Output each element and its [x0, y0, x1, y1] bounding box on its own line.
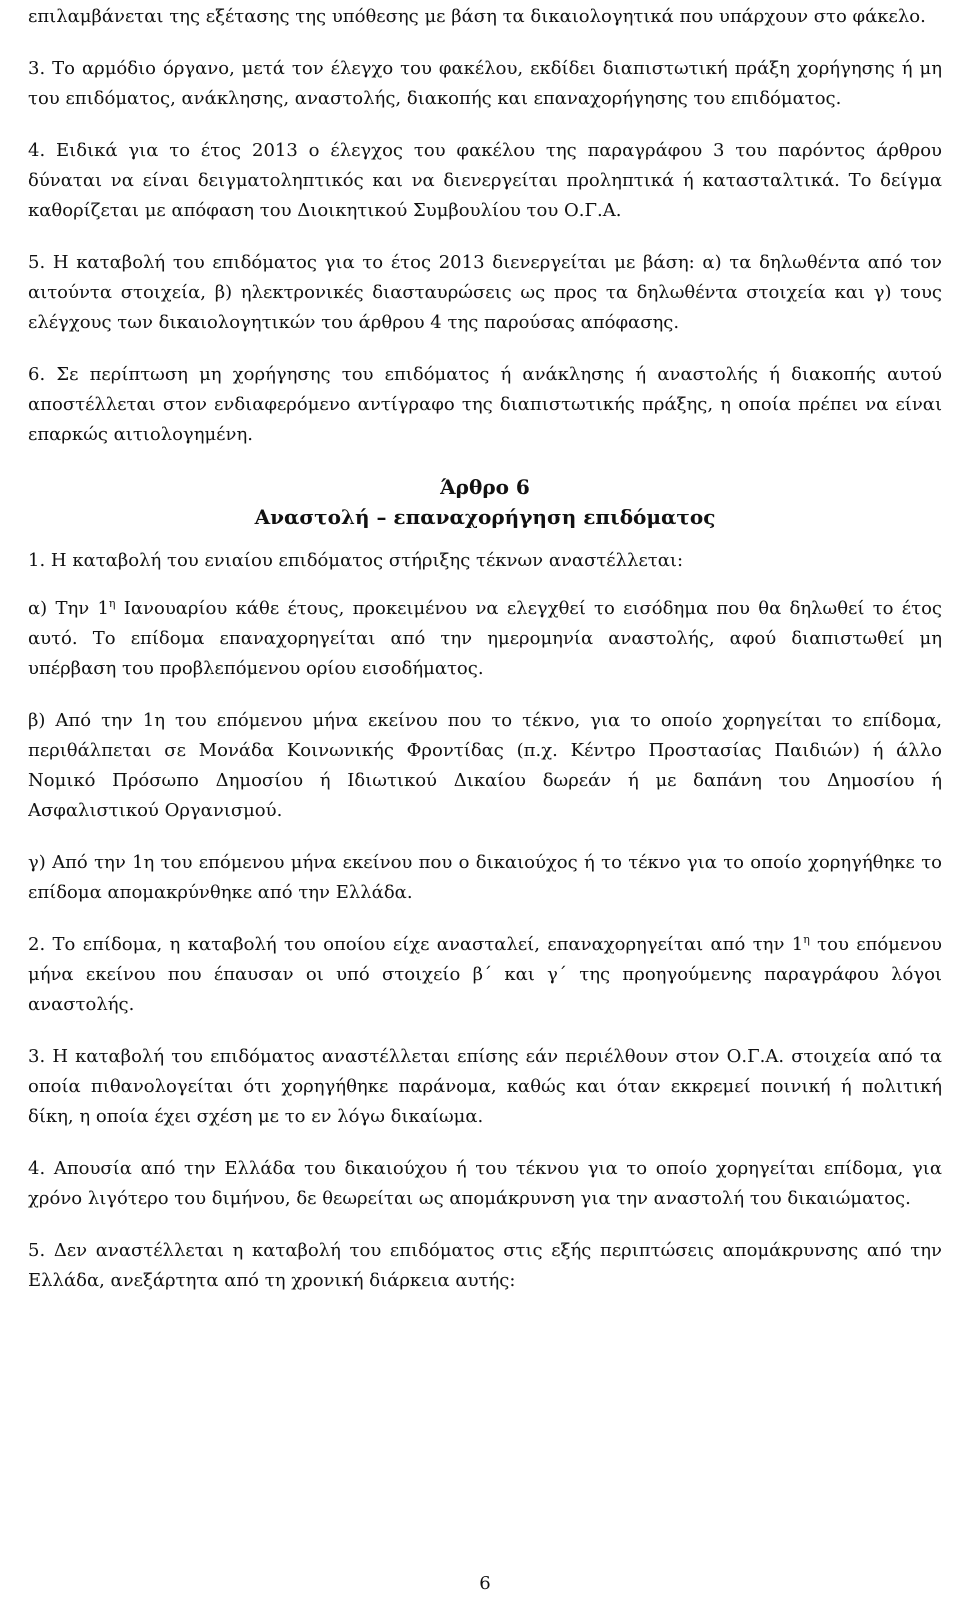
paragraph-3: 3. Το αρμόδιο όργανο, μετά τον έλεγχο του φακέλου, εκδίδει διαπιστωτική πράξη χορήγησης ή μη του επιδόματος, ανάκλησης, αναστολής, διακοπής και επαναχορήγησης του επιδόματος. — [28, 58, 942, 109]
article-paragraph-2-rest: του επόμενου μήνα εκείνου που έπαυσαν οι υπό στοιχείο β΄ και γ΄ της προηγούμενης παραγράφου λόγοι αναστολής. — [28, 934, 942, 1015]
article-paragraph-4: 4. Απουσία από την Ελλάδα του δικαιούχου ή του τέκνου για το οποίο χορηγείται επίδομα, για χρόνο λιγότερο του διμήνου, δε θεωρείται ως απομάκρυνση για την αναστολή του δικαιώματος. — [28, 1158, 942, 1209]
article-paragraph-2-superscript: η — [803, 933, 810, 946]
article-item-beta: β) Από την 1η του επόμενου μήνα εκείνου που το τέκνο, για το οποίο χορηγείται το επίδομα, περιθάλπεται σε Μονάδα Κοινωνικής Φροντίδας (π.χ. Κέντρο Προστασίας Παιδιών) ή άλλο Νομικό Πρόσωπο Δημοσίου ή Ιδιωτικού Δικαίου δωρεάν ή με δαπάνη του Δημοσίου ή Ασφαλιστικού Οργανισμού. — [28, 710, 942, 821]
paragraph-4: 4. Ειδικά για το έτος 2013 ο έλεγχος του φακέλου της παραγράφου 3 του παρόντος άρθρου δύναται να είναι δειγματοληπτικός και να διενεργείται προληπτικά ή κατασταλτικά. Το δείγμα καθορίζεται με απόφαση του Διοικητικού Συμβουλίου του Ο.Γ.Α. — [28, 140, 942, 221]
article-paragraph-3: 3. Η καταβολή του επιδόματος αναστέλλεται επίσης εάν περιέλθουν στον Ο.Γ.Α. στοιχεία από τα οποία πιθανολογείται ότι χορηγήθηκε παράνομα, καθώς και όταν εκκρεμεί ποινική ή πολιτική δίκη, η οποία έχει σχέση με το εν λόγω δικαίωμα. — [28, 1046, 942, 1127]
paragraph-intro: επιλαμβάνεται της εξέτασης της υπόθεσης με βάση τα δικαιολογητικά που υπάρχουν στο φάκελο. — [28, 6, 926, 27]
article-item-gamma: γ) Από την 1η του επόμενου μήνα εκείνου που ο δικαιούχος ή το τέκνο για το οποίο χορηγήθηκε το επίδομα απομακρύνθηκε από την Ελλάδα. — [28, 852, 942, 903]
article-item-alpha-superscript: η — [108, 597, 116, 610]
article-subtitle: Αναστολή – επαναχορήγηση επιδόματος — [254, 505, 716, 529]
document-page — [28, 0, 942, 1599]
article-paragraph-5: 5. Δεν αναστέλλεται η καταβολή του επιδόματος στις εξής περιπτώσεις απομάκρυνσης από την Ελλάδα, ανεξάρτητα από τη χρονική διάρκεια αυτής: — [28, 1240, 942, 1291]
article-item-alpha-start: α) Την 1 — [28, 598, 109, 619]
article-title: Άρθρο 6 — [440, 475, 530, 499]
article-paragraph-1: 1. Η καταβολή του ενιαίου επιδόματος στήριξης τέκνων αναστέλλεται: — [28, 550, 684, 571]
paragraph-5: 5. Η καταβολή του επιδόματος για το έτος 2013 διενεργείται με βάση: α) τα δηλωθέντα από τον αιτούντα στοιχεία, β) ηλεκτρονικές διασταυρώσεις ως προς τα δηλωθέντα στοιχεία και γ) τους ελέγχους των δικαιολογητικών του άρθρου 4 της παρούσας απόφασης. — [28, 252, 942, 333]
paragraph-6: 6. Σε περίπτωση μη χορήγησης του επιδόματος ή ανάκλησης ή αναστολής ή διακοπής αυτού αποστέλλεται στον ενδιαφερόμενο αντίγραφο της διαπιστωτικής πράξης, η οποία πρέπει να είναι επαρκώς αιτιολογημένη. — [28, 364, 942, 445]
article-item-alpha — [28, 594, 942, 684]
article-paragraph-2 — [28, 930, 942, 1020]
page-number: 6 — [479, 1573, 491, 1594]
article-paragraph-2-start: 2. Το επίδομα, η καταβολή του οποίου είχε ανασταλεί, επαναχορηγείται από την 1 — [28, 934, 804, 955]
article-item-alpha-rest: Ιανουαρίου κάθε έτους, προκειμένου να ελεγχθεί το εισόδημα που θα δηλωθεί το έτος αυτό. Το επίδομα επαναχορηγείται από την ημερομηνία αναστολής, αφού διαπιστωθεί μη υπέρβαση του προβλεπόμενου ορίου εισοδήματος. — [28, 598, 942, 679]
